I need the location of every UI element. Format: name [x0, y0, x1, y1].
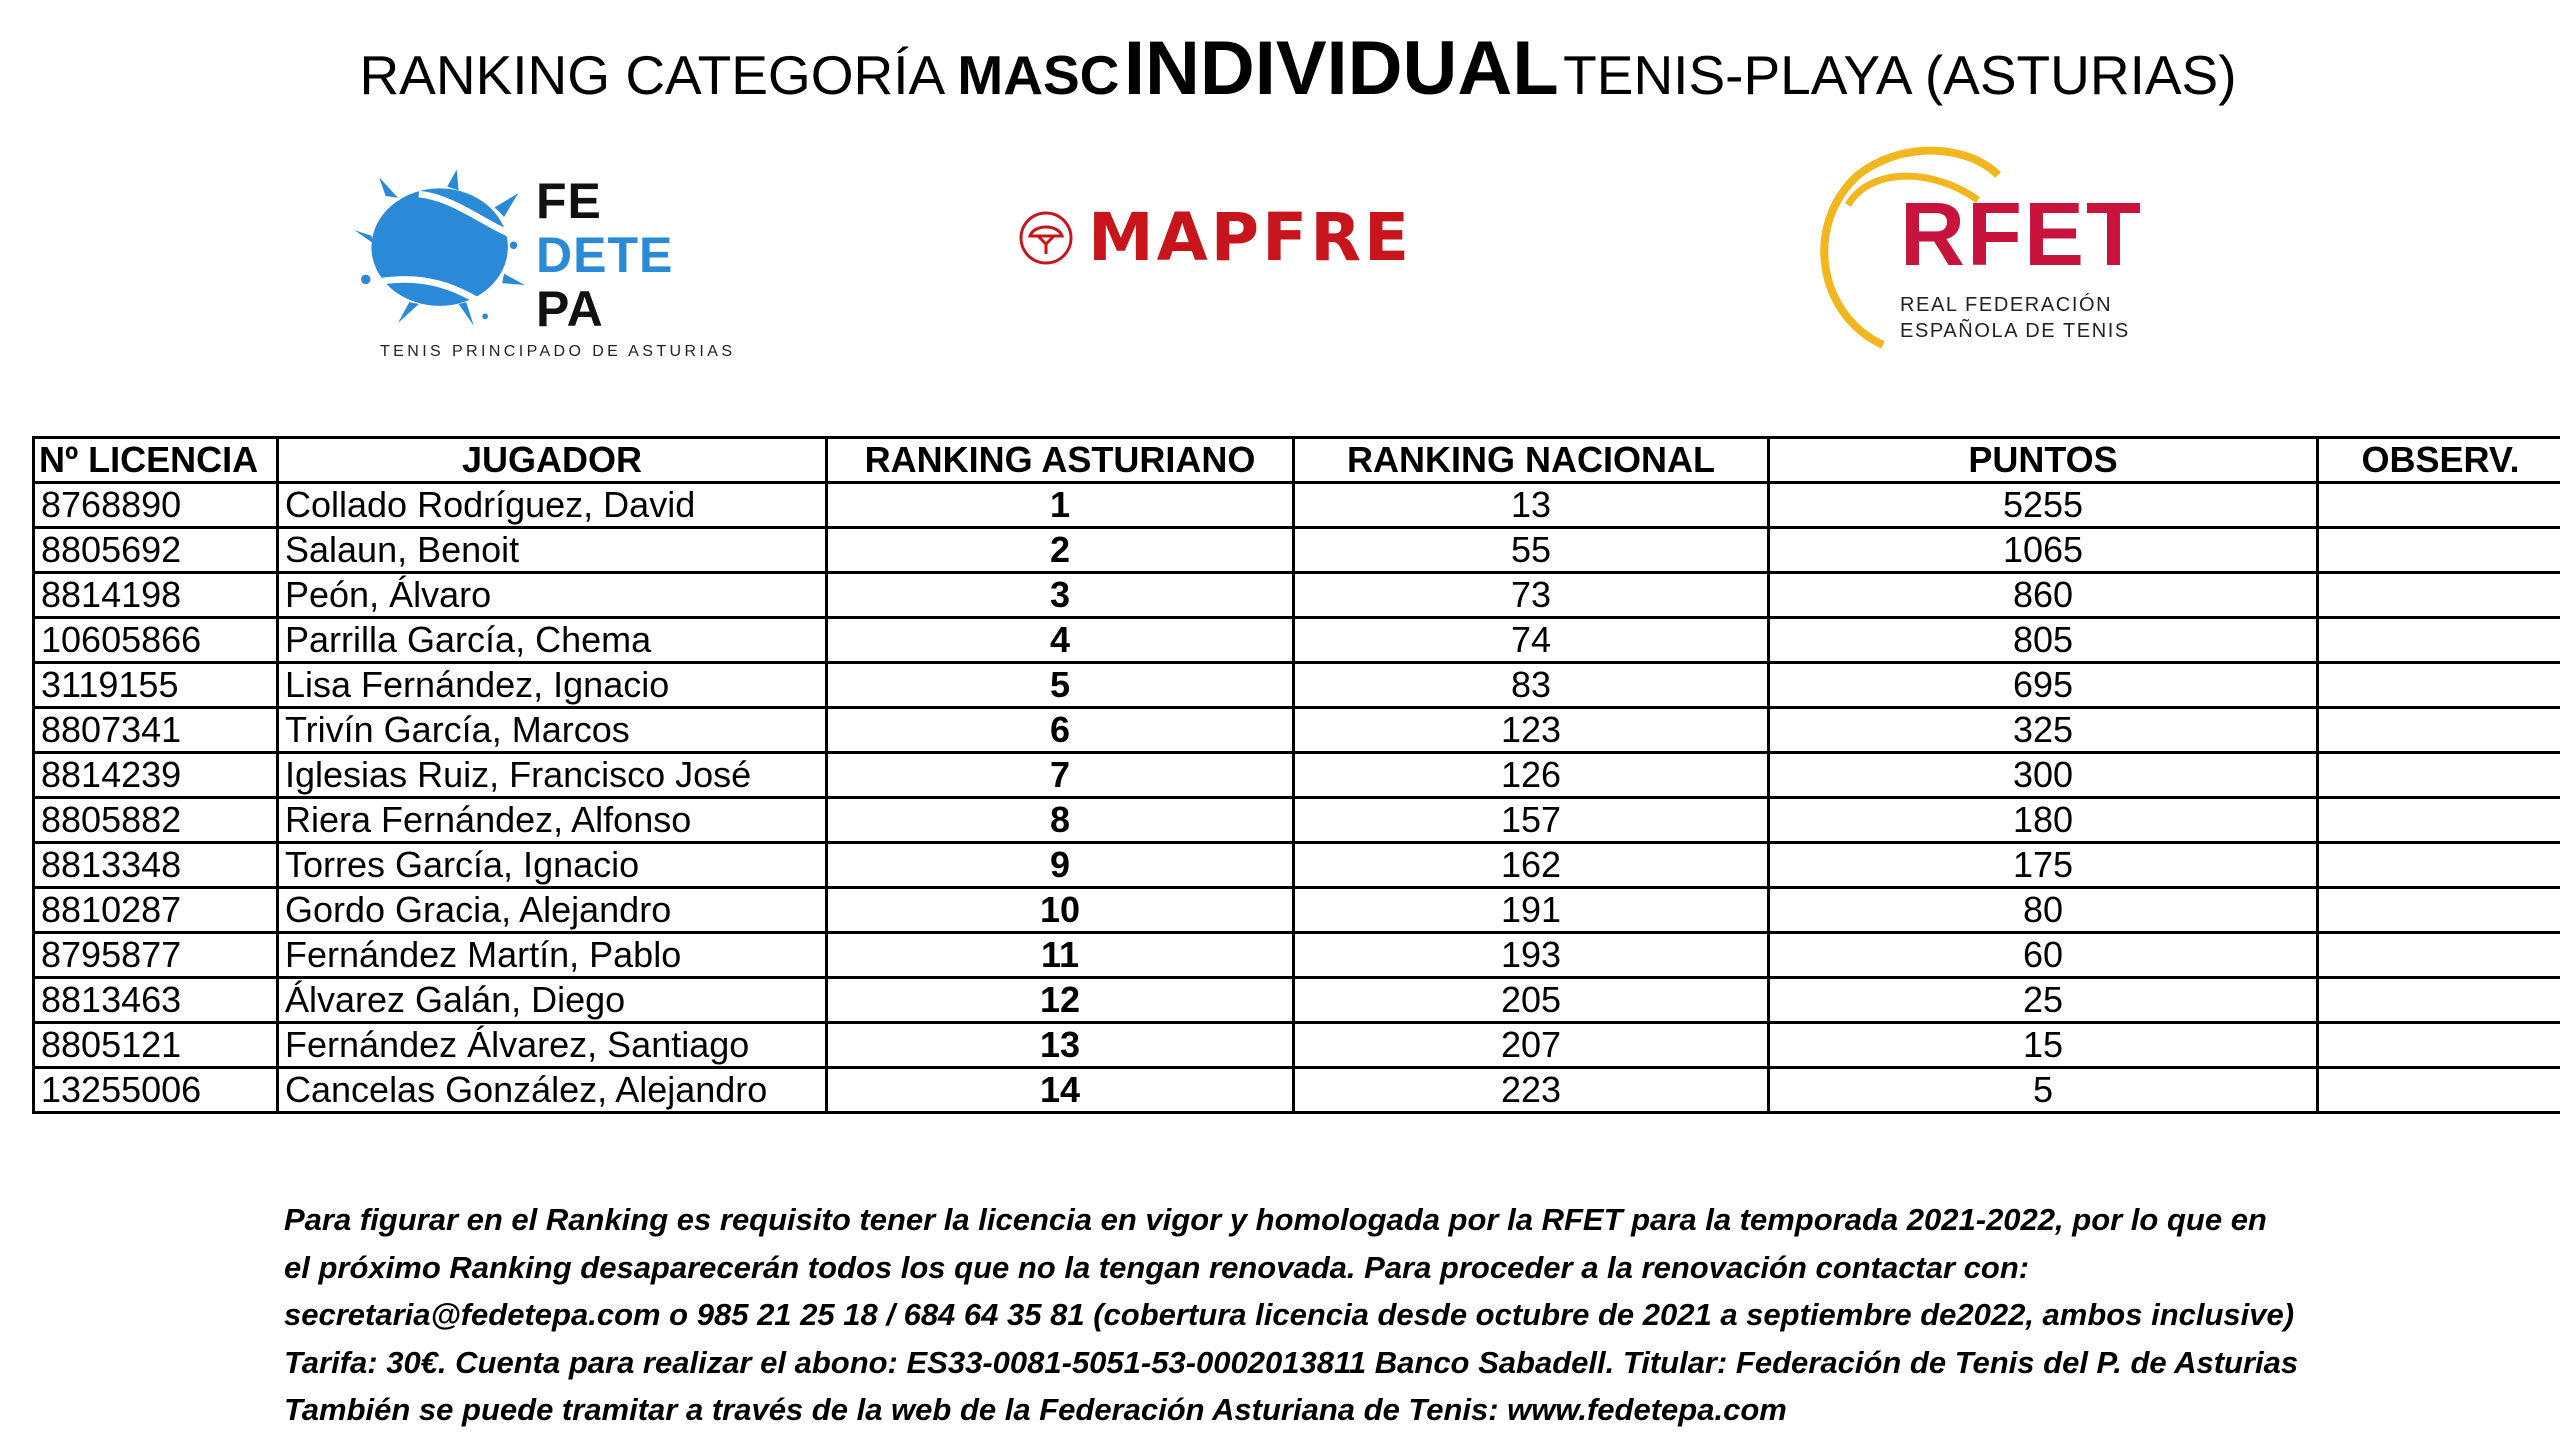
cell-ranking-nacional: 207	[1294, 1023, 1769, 1068]
cell-licencia: 8768890	[34, 483, 278, 528]
table-row	[34, 483, 2560, 528]
rfet-subtitle-line2: ESPAÑOLA DE TENIS	[1900, 320, 2130, 342]
mapfre-logo	[1018, 200, 1488, 276]
cell-jugador: Parrilla García, Chema	[278, 618, 827, 663]
table-row	[34, 978, 2560, 1023]
cell-observ	[2318, 1068, 2560, 1113]
mapfre-emblem-icon	[1018, 210, 1074, 266]
cell-licencia: 8814239	[34, 753, 278, 798]
cell-jugador: Torres García, Ignacio	[278, 843, 827, 888]
note-line: Tarifa: 30€. Cuenta para realizar el abono: ES33-0081-5051-53-0002013811 Banco Sabadell. Titular: Federación de Tenis del P. de Asturias	[284, 1344, 2299, 1380]
cell-observ	[2318, 663, 2560, 708]
note-line: Para figurar en el Ranking es requisito tener la licencia en vigor y homologada por la RFET para la temporada 2021-2022, por lo que en	[284, 1202, 2267, 1237]
cell-ranking-nacional: 193	[1294, 933, 1769, 978]
cell-puntos: 5255	[1769, 483, 2318, 528]
cell-ranking-nacional: 205	[1294, 978, 1769, 1023]
cell-licencia: 8813463	[34, 978, 278, 1023]
title-part-tenis-playa: TENIS-PLAYA (ASTURIAS)	[1563, 44, 2237, 106]
cell-observ	[2318, 708, 2560, 753]
cell-ranking-asturiano: 4	[827, 618, 1294, 663]
cell-ranking-asturiano: 9	[827, 843, 1294, 888]
fedetepa-logo	[350, 160, 736, 370]
cell-puntos: 325	[1769, 708, 2318, 753]
cell-ranking-asturiano: 11	[827, 933, 1294, 978]
cell-puntos: 5	[1769, 1068, 2318, 1113]
table-header-row	[34, 438, 2560, 483]
cell-ranking-asturiano: 8	[827, 798, 1294, 843]
header-observ: OBSERV.	[2318, 438, 2560, 483]
header-puntos: PUNTOS	[1769, 438, 2318, 483]
cell-licencia: 8810287	[34, 888, 278, 933]
cell-jugador: Iglesias Ruiz, Francisco José	[278, 753, 827, 798]
ranking-table-body	[34, 483, 2560, 1113]
cell-puntos: 25	[1769, 978, 2318, 1023]
cell-licencia: 3119155	[34, 663, 278, 708]
cell-licencia: 8805692	[34, 528, 278, 573]
fedetepa-word-pa: PA	[536, 281, 604, 337]
note-line: secretaria@fedetepa.com o 985 21 25 18 / 684 64 35 81 (cobertura licencia desde octubre de 2021 a septiembre de2022, ambos inclusive)	[284, 1297, 2295, 1333]
cell-puntos: 300	[1769, 753, 2318, 798]
rfet-wordmark: RFET	[1900, 185, 2143, 285]
cell-licencia: 8813348	[34, 843, 278, 888]
rfet-logo	[1808, 145, 2168, 350]
cell-ranking-asturiano: 3	[827, 573, 1294, 618]
cell-puntos: 60	[1769, 933, 2318, 978]
table-row	[34, 708, 2560, 753]
cell-licencia: 8805882	[34, 798, 278, 843]
cell-jugador: Riera Fernández, Alfonso	[278, 798, 827, 843]
cell-ranking-asturiano: 6	[827, 708, 1294, 753]
cell-ranking-nacional: 123	[1294, 708, 1769, 753]
cell-ranking-nacional: 162	[1294, 843, 1769, 888]
note-line: el próximo Ranking desaparecerán todos los que no la tengan renovada. Para proceder a la renovación contactar con:	[284, 1249, 2030, 1285]
cell-licencia: 8814198	[34, 573, 278, 618]
cell-ranking-nacional: 223	[1294, 1068, 1769, 1113]
fedetepa-word-fe: FE	[536, 173, 602, 229]
table-row	[34, 1068, 2560, 1113]
cell-licencia: 10605866	[34, 618, 278, 663]
cell-jugador: Fernández Álvarez, Santiago	[278, 1023, 827, 1068]
table-row	[34, 933, 2560, 978]
note-line: También se puede tramitar a través de la web de la Federación Asturiana de Tenis: www.fedetepa.com	[284, 1392, 1787, 1428]
table-row	[34, 798, 2560, 843]
cell-ranking-nacional: 74	[1294, 618, 1769, 663]
cell-ranking-nacional: 83	[1294, 663, 1769, 708]
table-row	[34, 528, 2560, 573]
cell-puntos: 15	[1769, 1023, 2318, 1068]
cell-puntos: 805	[1769, 618, 2318, 663]
cell-observ	[2318, 843, 2560, 888]
cell-observ	[2318, 1023, 2560, 1068]
cell-licencia: 8805121	[34, 1023, 278, 1068]
cell-ranking-asturiano: 14	[827, 1068, 1294, 1113]
table-row	[34, 1023, 2560, 1068]
cell-licencia: 13255006	[34, 1068, 278, 1113]
table-row	[34, 663, 2560, 708]
cell-observ	[2318, 933, 2560, 978]
header-ranking-asturiano: RANKING ASTURIANO	[827, 438, 1294, 483]
cell-ranking-nacional: 126	[1294, 753, 1769, 798]
tennis-ball-splash-icon	[350, 160, 535, 340]
cell-jugador: Gordo Gracia, Alejandro	[278, 888, 827, 933]
table-row	[34, 573, 2560, 618]
rfet-subtitle-line1: REAL FEDERACIÓN	[1900, 294, 2113, 316]
title-part-masc: MASC	[957, 44, 1120, 106]
cell-jugador: Lisa Fernández, Ignacio	[278, 663, 827, 708]
cell-puntos: 1065	[1769, 528, 2318, 573]
cell-observ	[2318, 978, 2560, 1023]
cell-puntos: 695	[1769, 663, 2318, 708]
cell-jugador: Álvarez Galán, Diego	[278, 978, 827, 1023]
cell-ranking-asturiano: 12	[827, 978, 1294, 1023]
table-row	[34, 843, 2560, 888]
cell-ranking-nacional: 73	[1294, 573, 1769, 618]
title-part-individual: INDIVIDUAL	[1123, 26, 1559, 111]
cell-jugador: Peón, Álvaro	[278, 573, 827, 618]
cell-observ	[2318, 798, 2560, 843]
cell-ranking-asturiano: 7	[827, 753, 1294, 798]
cell-puntos: 180	[1769, 798, 2318, 843]
fedetepa-word-dete: DETE	[536, 227, 674, 283]
cell-jugador: Collado Rodríguez, David	[278, 483, 827, 528]
cell-observ	[2318, 753, 2560, 798]
ranking-table	[32, 436, 2560, 1114]
cell-puntos: 80	[1769, 888, 2318, 933]
title-part-ranking-categoria: RANKING CATEGORÍA	[359, 44, 958, 106]
cell-ranking-nacional: 13	[1294, 483, 1769, 528]
cell-ranking-asturiano: 1	[827, 483, 1294, 528]
cell-ranking-nacional: 55	[1294, 528, 1769, 573]
page-title	[0, 24, 2560, 135]
header-ranking-nacional: RANKING NACIONAL	[1294, 438, 1769, 483]
cell-ranking-asturiano: 10	[827, 888, 1294, 933]
cell-ranking-nacional: 157	[1294, 798, 1769, 843]
cell-licencia: 8795877	[34, 933, 278, 978]
cell-observ	[2318, 618, 2560, 663]
cell-ranking-nacional: 191	[1294, 888, 1769, 933]
cell-observ	[2318, 573, 2560, 618]
cell-jugador: Salaun, Benoit	[278, 528, 827, 573]
table-row	[34, 753, 2560, 798]
cell-observ	[2318, 888, 2560, 933]
cell-ranking-asturiano: 13	[827, 1023, 1294, 1068]
cell-observ	[2318, 483, 2560, 528]
mapfre-wordmark: MAPFRE	[1088, 199, 1413, 276]
fedetepa-tagline: TENIS PRINCIPADO DE ASTURIAS	[380, 343, 736, 360]
cell-jugador: Trivín García, Marcos	[278, 708, 827, 753]
cell-ranking-asturiano: 5	[827, 663, 1294, 708]
cell-puntos: 175	[1769, 843, 2318, 888]
cell-ranking-asturiano: 2	[827, 528, 1294, 573]
cell-observ	[2318, 528, 2560, 573]
header-licencia: Nº LICENCIA	[34, 438, 278, 483]
table-row	[34, 888, 2560, 933]
footer-notes	[284, 1196, 2298, 1434]
header-jugador: JUGADOR	[278, 438, 827, 483]
cell-jugador: Fernández Martín, Pablo	[278, 933, 827, 978]
cell-licencia: 8807341	[34, 708, 278, 753]
cell-puntos: 860	[1769, 573, 2318, 618]
table-row	[34, 618, 2560, 663]
cell-jugador: Cancelas González, Alejandro	[278, 1068, 827, 1113]
